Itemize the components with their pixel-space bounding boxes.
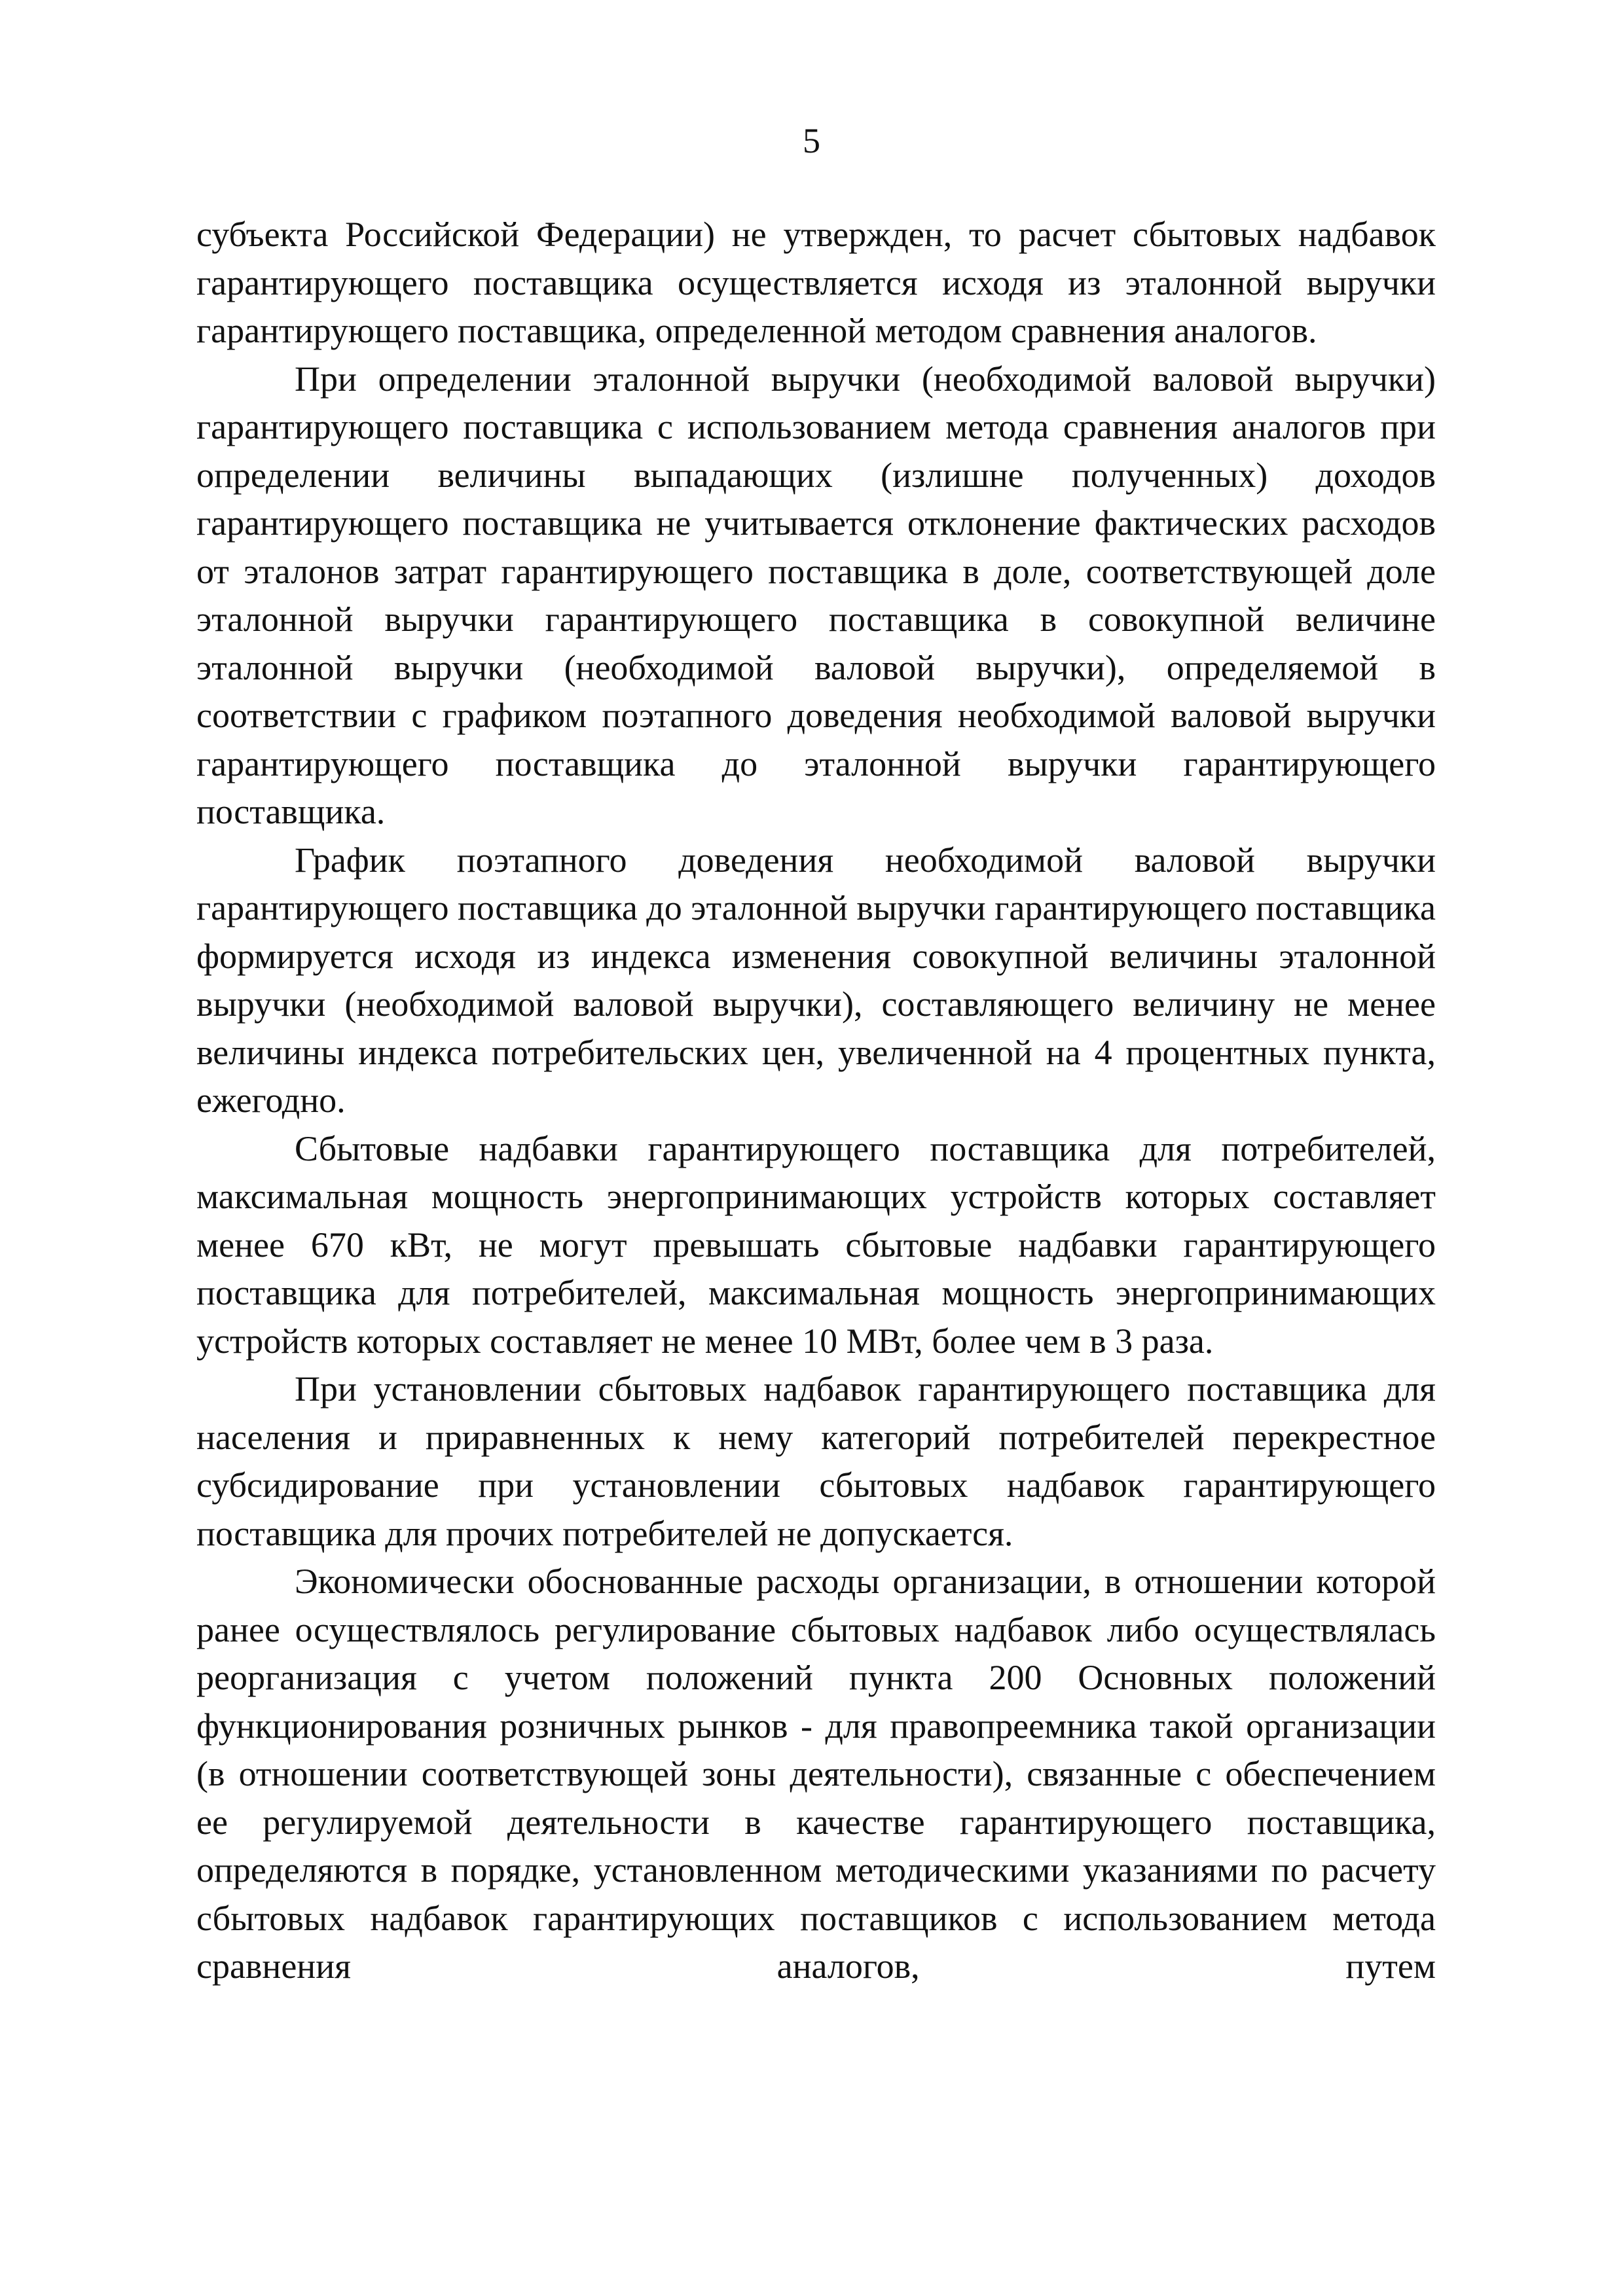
paragraph-continuation: субъекта Российской Федерации) не утвержден, то расчет сбытовых надбавок гарантирующего поставщика осуществляется исходя из эталонной выручки гарантирующего поставщика, определенной методом сравнения аналогов. <box>196 215 1436 350</box>
paragraph-cross-subsidy: При установлении сбытовых надбавок гарантирующего поставщика для населения и приравненных к нему категорий потребителей перекрестное субсидирование при установлении сбытовых надбавок гарантирующего поставщика для прочих потребителей не допускается. <box>196 1369 1436 1553</box>
page-number: 5 <box>803 121 820 160</box>
paragraph-markup-limit: Сбытовые надбавки гарантирующего поставщика для потребителей, максимальная мощность энергопринимающих устройств которых составляет менее 670 кВт, не могут превышать сбытовые надбавки гарантирующего поставщика для потребителей, максимальная мощность энергопринимающих устройств которых составляет не менее 10 МВт, более чем в 3 раза. <box>196 1128 1436 1361</box>
paragraph-reference-revenue: При определении эталонной выручки (необходимой валовой выручки) гарантирующего поставщика с использованием метода сравнения аналогов при определении величины выпадающих (излишне полученных) доходов гарантирующего поставщика не учитывается отклонение фактических расходов от эталонов затрат гарантирующего поставщика в доле, соответствующей доле эталонной выручки гарантирующего поставщика в совокупной величине эталонной выручки (необходимой валовой выручки), определяемой в соответствии с графиком поэтапного доведения необходимой валовой выручки гарантирующего поставщика до эталонной выручки гарантирующего поставщика. <box>196 359 1436 831</box>
document-body <box>196 211 1436 1991</box>
paragraph-schedule: График поэтапного доведения необходимой валовой выручки гарантирующего поставщика до эталонной выручки гарантирующего поставщика формируется исходя из индекса изменения совокупной величины эталонной выручки (необходимой валовой выручки), составляющего величину не менее величины индекса потребительских цен, увеличенной на 4 процентных пункта, ежегодно. <box>196 840 1436 1120</box>
paragraph-economic-costs: Экономически обоснованные расходы организации, в отношении которой ранее осуществлялось регулирование сбытовых надбавок либо осуществлялась реорганизация с учетом положений пункта 200 Основных положений функционирования розничных рынков - для правопреемника такой организации (в отношении соответствующей зоны деятельности), связанные с обеспечением ее регулируемой деятельности в качестве гарантирующего поставщика, определяются в порядке, установленном методическими указаниями по расчету сбытовых надбавок гарантирующих поставщиков с использованием метода сравнения аналогов, путем <box>196 1562 1436 1986</box>
